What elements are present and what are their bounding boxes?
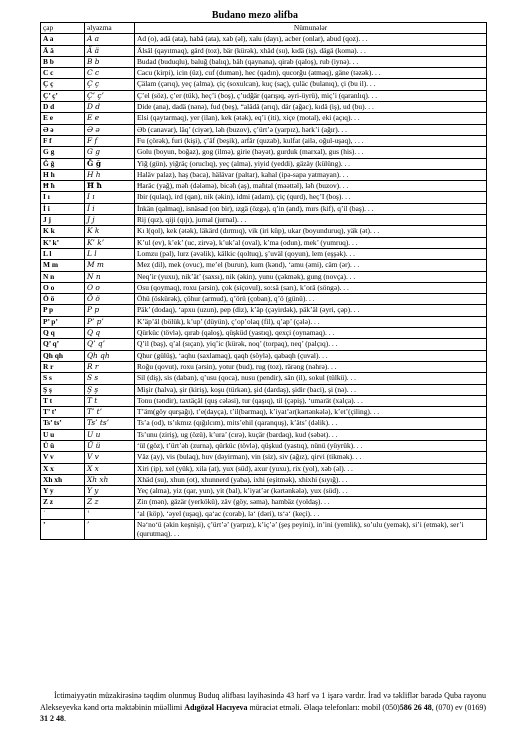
table-row <box>41 429 487 440</box>
letter-print: N n <box>41 271 85 282</box>
header-yazma: əlyazma <box>85 23 135 34</box>
examples-text: T’äm(göy qurşağı), t’e(dayça), t’il(barmaq), k’iyat’ər(kərtənkələ), k’et’(çiling). . . <box>135 407 487 418</box>
table-row <box>41 373 487 384</box>
letter-handwritten: K’ k’ <box>85 237 135 248</box>
table-row <box>41 440 487 451</box>
letter-print: T’ t’ <box>41 407 85 418</box>
letter-handwritten: ʿ <box>85 508 135 519</box>
letter-handwritten: J j <box>85 215 135 226</box>
letter-print: E e <box>41 113 85 124</box>
letter-handwritten: Ħ ħ <box>85 181 135 192</box>
examples-text: Ad (o), adä (ata), habä (ata), xab (əl), xalu (dayı), acber (onlar), abud (qoz). . . <box>135 34 487 45</box>
table-row <box>41 486 487 497</box>
letter-handwritten: Ts’ ts’ <box>85 418 135 429</box>
header-cap: çap <box>41 23 85 34</box>
examples-text: Älsäl (qayıtmaq), gärd (toz), bär (kürək), xhäd (su), kıdä (iş), dägä (koma). . . <box>135 45 487 56</box>
examples-text: Ç’el (söz), ç’er (tük), heç’i (boş), ç’udğär (qarışıq, əyri-üyrü), miç’i (qaranlıq). . . <box>135 90 487 101</box>
mobile-phone: 586 26 48 <box>399 702 432 712</box>
letter-handwritten: H h <box>85 169 135 180</box>
letter-handwritten: Ş ş <box>85 384 135 395</box>
table-row <box>41 237 487 248</box>
letter-handwritten: T t <box>85 395 135 406</box>
letter-print: Xh xh <box>41 474 85 485</box>
examples-text: Öhü (öskürək), çöhur (armud), q’örü (çoban), q’ö (günü). . . <box>135 294 487 305</box>
letter-handwritten: R r <box>85 361 135 372</box>
letter-print: A a <box>41 34 85 45</box>
examples-text: Ts’a (od), ts’ıkmız (qığılcım), mits’ehil (qaranquş), k’äts’ (dəlik). . . <box>135 418 487 429</box>
table-row <box>41 520 487 540</box>
examples-text: İnkän (qalmaq), isnäsad (on bir), ızgä (özgə), q’in (and), mırs (kif), q’il (baş). . . <box>135 203 487 214</box>
letter-print: L l <box>41 248 85 259</box>
footer-text-2: müraciət etməli. Əlaqə telefonları: mobil (050) <box>247 702 400 712</box>
letter-handwritten: G g <box>85 147 135 158</box>
letter-handwritten: Y y <box>85 486 135 497</box>
letter-print: Q q <box>41 328 85 339</box>
table-row <box>41 192 487 203</box>
table-row <box>41 508 487 519</box>
letter-handwritten: U u <box>85 429 135 440</box>
table-row <box>41 215 487 226</box>
letter-print: Ş ş <box>41 384 85 395</box>
table-row <box>41 350 487 361</box>
letter-handwritten: F f <box>85 135 135 146</box>
table-row <box>41 169 487 180</box>
table-row <box>41 68 487 79</box>
letter-print: Y y <box>41 486 85 497</box>
examples-text: Lomzu (pəl), lurz (əvəlik), kälkic (qoltuq), ş’uväl (qoyun), lem (eşşək). . . <box>135 248 487 259</box>
letter-handwritten: Ö ö <box>85 294 135 305</box>
letter-handwritten: Ü ü <box>85 440 135 451</box>
table-row <box>41 147 487 158</box>
examples-text: Budad (buduqlu), baluğ (balıq), bäh (qaynana), qirab (qaloş), rub (iynə). . . <box>135 56 487 67</box>
examples-text: Xiri (ip), xel (yük), xila (at), yux (süd), axur (yuxu), rix (yol), xəb (əl). . . <box>135 463 487 474</box>
footer-text-4: . <box>64 714 66 723</box>
table-row <box>41 271 487 282</box>
table-row <box>41 305 487 316</box>
page-title: Budano mezo əlifba <box>211 10 299 21</box>
letter-handwritten: C c <box>85 68 135 79</box>
letter-print: O o <box>41 282 85 293</box>
letter-handwritten: Z z <box>85 497 135 508</box>
letter-handwritten: P p <box>85 305 135 316</box>
table-row <box>41 384 487 395</box>
letter-print: Ħ ħ <box>41 181 85 192</box>
examples-text: K’ul (ev), k’ek’ (uc, zirvə), k’uk’al (oval), k’ma (odun), mek’ (yumruq). . . <box>135 237 487 248</box>
examples-text: Çälam (çarıq), yeç (alma), çiç (soxulcan), kuç (saç), çuläc (bulanıq), çi (bu il). . . <box>135 79 487 90</box>
letter-print: İ i <box>41 203 85 214</box>
table-row <box>41 407 487 418</box>
letter-handwritten: S s <box>85 373 135 384</box>
letter-print: D d <box>41 102 85 113</box>
examples-text: Tonu (təndir), taxtäçäl (quş cələsi), tur (qaşıq), til (çəpiş), ‘umarät (xalça). . . <box>135 395 487 406</box>
examples-text: Dide (ana), dadä (nənə), fud (beş), “alädä (arıq), där (ağac), kıdä (iş), ud (bu). . . <box>135 102 487 113</box>
examples-text: Rij (qız), qiji (qıjı), jurnal (jurnal). . . <box>135 215 487 226</box>
letter-print: B b <box>41 56 85 67</box>
examples-text: Cacu (kirpi), icin (üz), cuf (duman), hec (qadın), qucorğu (atmaq), gäne (təzək). . . <box>135 68 487 79</box>
letter-handwritten: T’ t’ <box>85 407 135 418</box>
letter-print: K’ k’ <box>41 237 85 248</box>
letter-print: M m <box>41 260 85 271</box>
letter-print: H h <box>41 169 85 180</box>
alphabet-table <box>40 22 487 540</box>
alphabet-rows <box>41 34 487 540</box>
letter-print: Ç ç <box>41 79 85 90</box>
examples-text: Qürküc (tövlə), qırab (qaloş), qüşküd (yastıq), qexçi (oynamaq). . . <box>135 328 487 339</box>
letter-print: Ts’ ts’ <box>41 418 85 429</box>
table-row <box>41 474 487 485</box>
letter-print: J j <box>41 215 85 226</box>
letter-handwritten: E e <box>85 113 135 124</box>
table-row <box>41 452 487 463</box>
examples-text: Mez (dil), mek (ovuc), me’el (burun), kum (kənd), ‘amu (əmi), cäm (ər). . . <box>135 260 487 271</box>
table-row <box>41 181 487 192</box>
letter-handwritten: X x <box>85 463 135 474</box>
letter-handwritten: A a <box>85 34 135 45</box>
table-row <box>41 102 487 113</box>
letter-handwritten: D d <box>85 102 135 113</box>
letter-print: P p <box>41 305 85 316</box>
examples-text: Väz (ay), vis (bulaq), huv (dəyirman), vin (siz), siv (ağız), qirvi (tikmək). . . <box>135 452 487 463</box>
examples-text: Sil (diş), sis (daban), q’usu (qoca), nusu (pendir), sän (il), sokul (tülkü). . . <box>135 373 487 384</box>
examples-text: ‘ül (göz), t’ürt’əh (zurna), qürküc (tövlə), qüşkud (yastıq), nünü (yüyrük). . . <box>135 440 487 451</box>
letter-print: ’ <box>41 520 85 540</box>
letter-print: G g <box>41 147 85 158</box>
table-row <box>41 395 487 406</box>
examples-text: ‘al (köp), ‘əyel (uşaq), qa‘ac (corab), lə‘ (dəri), ts‘ə‘ (keçi). . . <box>135 508 487 519</box>
letter-print: Z z <box>41 497 85 508</box>
examples-text: Roğu (qovut), roxu (ərsin), yotur (bud), rug (toz), rärəng (nəhrə). . . <box>135 361 487 372</box>
examples-text: Nə‘no‘ü (əkin keşnişi), ç’ürt’ə’ (yarpız), k’iç’ə’ (şeş peyini), in’ini (yemlik), so’ulu (yemək), si’i (etmək), ser’i (qurutmaq). . . <box>135 520 487 540</box>
letter-handwritten: Xh xh <box>85 474 135 485</box>
letter-print: R r <box>41 361 85 372</box>
table-row <box>41 339 487 350</box>
examples-text: Kı l(qol), kek (ətək), läkärd (dırmıq), vik (iri küp), ukar (boyunduruq), yäk (ət). . . <box>135 226 487 237</box>
letter-handwritten: Ç’ ç’ <box>85 90 135 101</box>
letter-handwritten: Ä ä <box>85 45 135 56</box>
table-row <box>41 294 487 305</box>
letter-handwritten: Ə ə <box>85 124 135 135</box>
letter-print: Qh qh <box>41 350 85 361</box>
letter-print: K k <box>41 226 85 237</box>
examples-text: Qhur (gülüş), ‘aqhu (saxlamaq), qaqh (söylə), qabaqh (çuval). . . <box>135 350 487 361</box>
letter-print: Ä ä <box>41 45 85 56</box>
letter-handwritten: I ı <box>85 192 135 203</box>
table-row <box>41 203 487 214</box>
letter-handwritten: Q q <box>85 328 135 339</box>
letter-print: U u <box>41 429 85 440</box>
table-row <box>41 124 487 135</box>
letter-handwritten: M m <box>85 260 135 271</box>
letter-handwritten: P’ p’ <box>85 316 135 327</box>
letter-handwritten: B b <box>85 56 135 67</box>
table-row <box>41 316 487 327</box>
table-row <box>41 226 487 237</box>
letter-print: S s <box>41 373 85 384</box>
table-row <box>41 328 487 339</box>
table-row <box>41 463 487 474</box>
letter-handwritten: O o <box>85 282 135 293</box>
examples-text: Yeç (alma), yiz (qar, yun), yit (bal), k’iyat’ər (kərtənkələ), yux (süd). . . <box>135 486 487 497</box>
examples-text: K’äp’äl (bölük), k’up’ (düyün), ç’op’olaq (fil), q’ap’ (çələ). . . <box>135 316 487 327</box>
letter-print: P’ p’ <box>41 316 85 327</box>
examples-text: Päk’ (dodaq), ‘apxu (uzun), pep (diz), k’äp (çəyirdək), päk’äl (əyri, çəp). . . <box>135 305 487 316</box>
table-row <box>41 361 487 372</box>
examples-text: Əb (canavar), läq’ (ciyər), ləh (buzov), ç’ürt’ə (yarpız), hərk’i (ağır). . . <box>135 124 487 135</box>
table-row <box>41 282 487 293</box>
letter-handwritten: N n <box>85 271 135 282</box>
table-row <box>41 79 487 90</box>
letter-handwritten: L l <box>85 248 135 259</box>
examples-text: Zin (mən), gäzär (yerkökü), zäv (göy, səma), hambäz (yoldaş). . . <box>135 497 487 508</box>
table-row <box>41 45 487 56</box>
letter-print: Ç’ ç’ <box>41 90 85 101</box>
letter-handwritten: Ç ç <box>85 79 135 90</box>
table-header-row <box>41 23 487 34</box>
examples-text: Neq’ir (yuxu), nik’ät’ (saxsı), nik (əkin), yunu (çəkmək), gung (novça). . . <box>135 271 487 282</box>
examples-text: Q’il (baş), q’al (sıçan), yiq’ic (kürək, noq’ (torpaq), neq’ (palçıq). . . <box>135 339 487 350</box>
examples-text: Haläv palaz), haş (baca), hälävar (paltar), kahal (ipə-sapa yatmayan). . . <box>135 169 487 180</box>
letter-handwritten: K k <box>85 226 135 237</box>
table-row <box>41 34 487 45</box>
examples-text: Ħaräc (yağ), məħ (dələmə), bicəħ (aş), maħtal (məəttəl), ləħ (buzov). . . <box>135 181 487 192</box>
letter-print: Ü ü <box>41 440 85 451</box>
examples-text: Ts’unu (ziriş), ug (özü), k’ura’ (cırə), kuçär (bardaq), kud (səbət). . . <box>135 429 487 440</box>
examples-text: Mişir (halva), şir (kiriş), koşu (türkən), şid (dardaş), şidir (baci), şi (nə). . . <box>135 384 487 395</box>
letter-print: ʿ <box>41 508 85 519</box>
examples-text: Golu (boyun, boğaz), gog (ilmə), girie (həyət), gurduk (marxal), gus (his). . . <box>135 147 487 158</box>
table-row <box>41 135 487 146</box>
letter-print: Ə ə <box>41 124 85 135</box>
table-row <box>41 418 487 429</box>
examples-text: Yiğ (gün), yiğräç (oruclıq), yeç (alma), yiyid (yeddi), gäzäy (külüng). . . <box>135 158 487 169</box>
letter-print: T t <box>41 395 85 406</box>
table-row <box>41 260 487 271</box>
footer-note <box>40 690 486 725</box>
letter-handwritten: Q’ q’ <box>85 339 135 350</box>
letter-handwritten: Ğ ğ <box>85 158 135 169</box>
home-phone: 31 2 48 <box>40 714 64 723</box>
letter-print: C c <box>41 68 85 79</box>
table-row <box>41 90 487 101</box>
letter-print: Ö ö <box>41 294 85 305</box>
letter-print: X x <box>41 463 85 474</box>
examples-text: Xhäd (su), xhun (ot), xhunnerd (yaba), ixhi (eşitmək), xhixhi (sıyığ). . . <box>135 474 487 485</box>
table-row <box>41 497 487 508</box>
examples-text: Osu (qoymaq), roxu (ərsin), çok (siçovul), so:sä (sarı), k’orä (söngə). . . <box>135 282 487 293</box>
letter-print: V v <box>41 452 85 463</box>
footer-text-1: İctimaiyyətin müzakirəsinə təqdim olunmuş Buduq əlifbası layihəsində 43 hərf və 1 işarə vardır. İrad və təkliflər barədə Quba rayonu Alekseyevka kənd orta məktəbinin müəllimi <box>40 691 486 712</box>
teacher-name: Adıgözəl Hacıyeva <box>184 702 248 712</box>
letter-print: F f <box>41 135 85 146</box>
letter-handwritten: Qh qh <box>85 350 135 361</box>
table-row <box>41 158 487 169</box>
letter-handwritten: İ i <box>85 203 135 214</box>
letter-print: Q’ q’ <box>41 339 85 350</box>
letter-print: I ı <box>41 192 85 203</box>
table-row <box>41 56 487 67</box>
table-row <box>41 248 487 259</box>
header-numuneler: Nümunələr <box>135 23 487 34</box>
examples-text: Elsi (qaytarmaq), yer (ilan), kek (ətək), eq’i (iti), xiçe (motal), eki (açıq). . . <box>135 113 487 124</box>
letter-print: Ğ ğ <box>41 158 85 169</box>
footer-text-3: , (070) ev (0169) <box>431 702 486 712</box>
examples-text: Ibir (qulaq), ird (qan), nik (əkin), idmi (adam), çiç (qurd), heç’I (boş). . . <box>135 192 487 203</box>
table-row <box>41 113 487 124</box>
examples-text: Fu (çörək), furi (kişi), ç’äf (beşik), arfär (quzab), kulfat (ailə, oğul-uşaq), . . . <box>135 135 487 146</box>
letter-handwritten: ’ <box>85 520 135 540</box>
letter-handwritten: V v <box>85 452 135 463</box>
